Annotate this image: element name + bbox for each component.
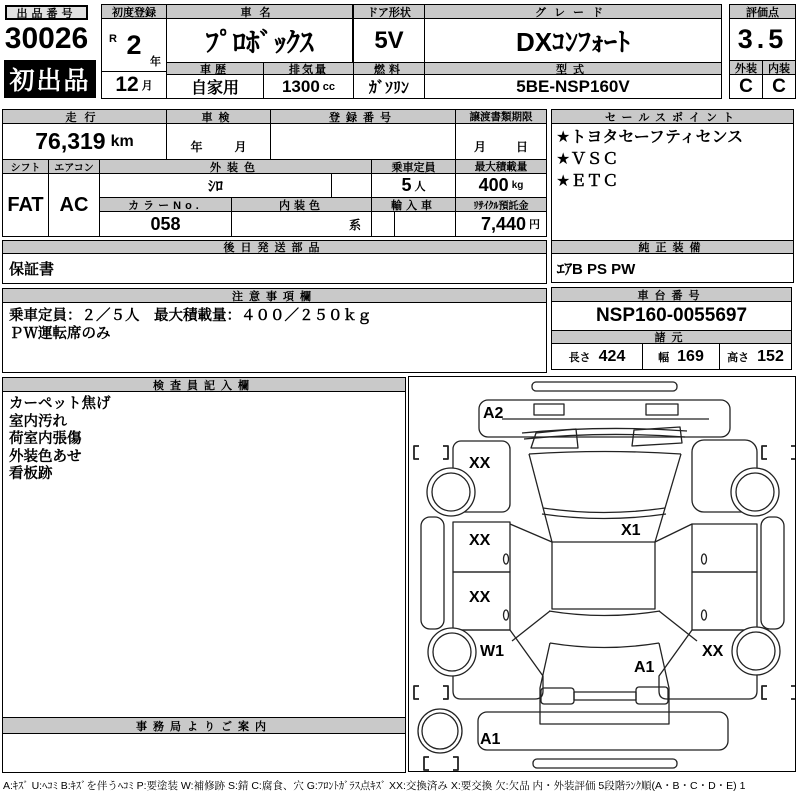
score-label: 評価点 [729,4,796,19]
height-label: 高さ [727,351,750,364]
score-value: 3.5 [729,18,796,61]
damage-mark: XX [701,642,723,660]
inspector-line: 外装色あせ [9,448,82,465]
aircon-label: エアコン [48,159,100,174]
capacity-label: 乗車定員 [371,159,456,174]
dimension-height-cell [719,343,792,370]
damage-marks [469,405,724,748]
rear-molding [533,759,677,768]
inspector-line: 荷室内張傷 [9,431,82,447]
max-load-value: 400 [478,175,509,195]
inspection-cell [166,123,271,160]
inspector-label: 検査員記入欄 [2,377,406,392]
max-load-cell [455,173,547,198]
dimension-length-cell [551,343,643,370]
rear-window [549,611,660,616]
width-label: 幅 [658,351,670,364]
fuel-value: ｶﾞｿﾘﾝ [353,74,425,99]
interior-color-suffix: 系 [348,217,361,232]
grade-label: グレード [424,4,722,19]
first-registration-year-cell [101,18,167,72]
displacement-label: 排気量 [263,62,354,75]
color-no-value: 058 [99,211,232,237]
model-code-label: 型式 [424,62,722,75]
height-value: 152 [757,347,784,365]
month-unit: 月 [141,80,153,92]
right-sill [761,517,784,629]
displacement-cell [263,74,354,99]
exterior-grade: C [729,74,763,99]
notes-label: 注意事項欄 [2,288,547,303]
later-parts-label: 後日発送部品 [2,240,547,254]
rear-bumper [478,712,728,750]
chassis-no-label: 車台番号 [551,287,792,302]
length-label: 長さ [568,351,591,364]
inspection-month-unit: 月 [234,140,247,154]
damage-mark: XX [468,454,490,472]
first-listing-badge: 初出品 [4,60,96,98]
year-unit: 年 [150,56,161,68]
grade-value: DXｺﾝﾌｫｰﾄ [424,18,722,63]
spare-tire [418,709,462,753]
equipment-label: 純正装備 [551,240,794,254]
office-label: 事務局よりご案内 [2,717,406,734]
left-sill [421,517,444,629]
aircon-value: AC [48,173,100,237]
shift-value: FAT [2,173,49,237]
damage-diagram-box [408,376,796,772]
damage-mark: A1 [633,658,654,676]
chassis-no: NSP160-0055697 [551,301,792,331]
later-parts-value: 保証書 [2,253,547,284]
import-cell-b [394,211,456,237]
mileage-cell [2,123,167,160]
interior-color-cell [231,211,372,237]
notes-line: 乗車定員：２／５人 最大積載量：４００／２５０ｋｇ [9,308,372,324]
notes-box [2,302,547,373]
interior-color-label: 内装色 [231,197,372,212]
shift-label: シフト [2,159,49,174]
length-value: 424 [598,347,626,365]
damage-mark: W1 [479,642,504,660]
auction-no-label: 出品番号 [5,5,88,20]
mileage-unit: km [110,132,134,150]
windshield [529,451,681,454]
door-shape: 5V [353,18,425,63]
color-no-label: カラーNo. [99,197,232,212]
capacity-value: 5 [401,175,412,195]
exterior-color-label: 外装色 [99,159,372,174]
door-handle [503,610,508,620]
wheels [418,468,780,753]
auction-no: 30026 [5,22,88,55]
max-load-unit: kg [511,180,524,191]
first-registration-label: 初度登録 [101,4,167,19]
door-handle [503,554,508,564]
recycle-label: ﾘｻｲｸﾙ預託金 [455,197,547,212]
capacity-unit: 人 [414,180,426,193]
damage-mark: X1 [620,521,641,539]
model-code: 5BE-NSP160V [424,74,722,99]
mileage-label: 走行 [2,109,167,124]
sales-points-label: セールスポイント [551,109,794,124]
capacity-cell [371,173,456,198]
notes-line: ＰＷ運転席のみ [9,326,111,342]
exterior-grade-label: 外装 [729,60,763,75]
sales-point-item: ★トヨタセーフティセンス [556,129,744,146]
first-registration-month-cell [101,71,167,99]
legend-text: A:ｷｽﾞ U:ﾍｺﾐ B:ｷｽﾞを伴うﾍｺﾐ P:要塗装 W:補修跡 S:錆 C:腐食、穴 G:ﾌﾛﾝﾄｶﾞﾗｽ点ｷｽﾞ XX:交換済み X:要交換 欠:欠品 内・外装評価 5段階ﾗﾝｸ順(A・B・C・D・E) 1 [3,779,746,792]
exterior-color-extra-cell [331,173,372,198]
interior-grade-label: 内装 [762,60,796,75]
sales-points-box [551,123,794,241]
first-registration-month: 12 [115,73,139,96]
width-value: 169 [677,347,704,365]
registration-no-label: 登録番号 [270,109,456,124]
exterior-color: ｼﾛ [99,173,332,198]
history-label: 車歴 [166,62,264,75]
damage-mark: XX [468,588,490,606]
transfer-deadline-label: 譲渡書類期限 [455,109,547,124]
first-registration-year: 2 [126,29,142,60]
inspector-line: 看板跡 [9,466,53,482]
door-handle [701,554,706,564]
license-recess [574,692,636,700]
door-handle [701,610,706,620]
mileage-value: 76,319 [35,128,106,154]
door-shape-label: ドア形状 [353,4,425,19]
damage-mark: A1 [479,730,500,748]
right-front-door [692,524,757,572]
dimension-width-cell [642,343,720,370]
displacement-value: 1300 [281,76,320,96]
transfer-day-unit: 日 [516,140,529,154]
damage-mark: XX [468,531,490,549]
recycle-value: 7,440 [480,213,526,234]
office-box [2,733,406,773]
inspection-year-unit: 年 [190,140,203,154]
inspector-line: 室内汚れ [9,413,67,430]
era-mark: R [109,33,117,45]
car-name-label: 車名 [166,4,353,19]
roof-panel [552,542,655,609]
displacement-unit: cc [322,80,336,93]
equipment-value: ｴｱB PS PW [551,253,794,283]
recycle-unit: 円 [529,219,540,231]
transfer-month-unit: 月 [473,140,486,154]
import-cell-a [371,211,395,237]
inspector-box [2,391,406,718]
recycle-cell [455,211,547,237]
max-load-label: 最大積載量 [455,159,547,174]
right-taillight [636,687,668,704]
transfer-deadline-cell [455,123,547,160]
sales-point-item: ★ＥＴＣ [556,173,619,190]
inspection-label: 車検 [166,109,271,124]
fuel-label: 燃料 [353,62,425,75]
dimensions-label: 諸元 [551,330,792,344]
damage-mark: A2 [482,404,503,422]
car-name: ﾌﾟﾛﾎﾞｯｸｽ [166,18,353,63]
inspector-line: カーペット焦げ [9,396,111,412]
import-label: 輸入車 [371,197,456,212]
right-rear-door [692,572,757,630]
car-diagram [410,378,795,771]
front-molding [532,382,677,391]
history-value: 自家用 [166,74,264,99]
left-taillight [541,688,574,704]
interior-grade: C [762,74,796,99]
sales-point-item: ★ＶＳＣ [556,151,619,168]
registration-no-cell [270,123,456,160]
